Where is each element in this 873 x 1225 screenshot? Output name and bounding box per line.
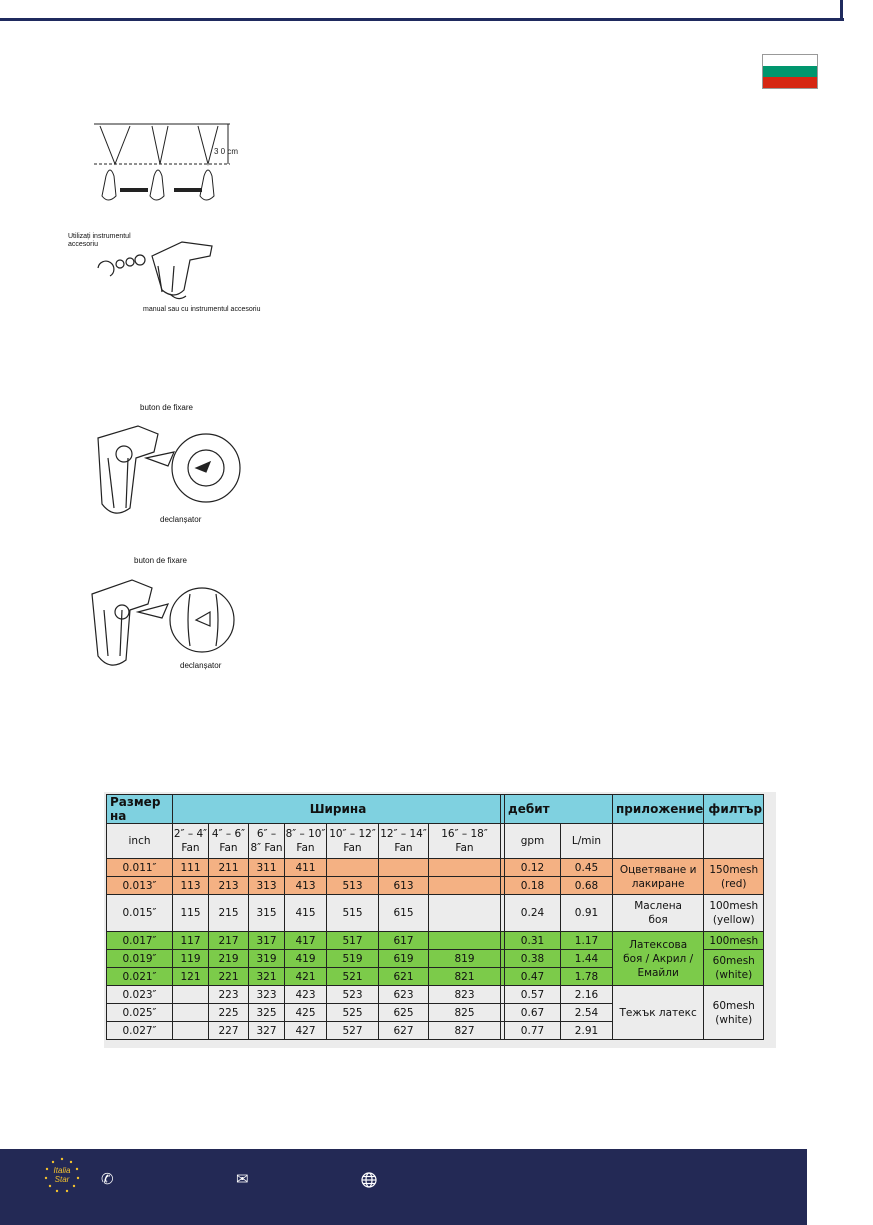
fan-12-14: 12″ – 14″ Fan — [379, 824, 429, 859]
fan-10-12: 10″ – 12″ Fan — [327, 824, 379, 859]
table-cell: 221 — [209, 968, 249, 986]
table-cell: 0.45 — [561, 859, 613, 877]
table-cell: 527 — [327, 1022, 379, 1040]
filter-cell: 150mesh (red) — [704, 859, 764, 895]
table-cell: 0.017″ — [107, 932, 173, 950]
table-cell: 215 — [209, 895, 249, 932]
table-cell: 425 — [285, 1004, 327, 1022]
lock-button-label-2: buton de fixare — [134, 556, 187, 565]
application-cell: Маслена боя — [613, 895, 704, 932]
table-cell: 0.011″ — [107, 859, 173, 877]
table-row — [107, 859, 764, 877]
filter-cell: 60mesh (white) — [704, 950, 764, 986]
top-rule-corner — [840, 0, 843, 20]
table-cell: 321 — [249, 968, 285, 986]
trigger-label-2: declanșator — [180, 661, 222, 670]
mail-icon[interactable]: ✉ — [236, 1171, 249, 1188]
trigger-lock-figure-2 — [84, 570, 244, 674]
table-cell: 615 — [379, 895, 429, 932]
table-cell: 1.78 — [561, 968, 613, 986]
table-cell: 115 — [173, 895, 209, 932]
table-cell — [173, 1004, 209, 1022]
table-cell: 421 — [285, 968, 327, 986]
fan-4-6: 4″ – 6″ Fan — [209, 824, 249, 859]
table-cell: 225 — [209, 1004, 249, 1022]
size-header: Размер на — [107, 795, 173, 824]
table-row — [107, 986, 764, 1004]
table-cell: 327 — [249, 1022, 285, 1040]
subheader-row — [107, 824, 764, 859]
width-header: Ширина — [173, 795, 501, 824]
distance-label: 3 0 cm — [214, 147, 239, 156]
application-cell: Оцветяване и лакиране — [613, 859, 704, 895]
table-cell: 119 — [173, 950, 209, 968]
trigger-lock-figure-1 — [88, 418, 248, 528]
gpm-label: gpm — [505, 824, 561, 859]
tip-chart — [104, 792, 776, 1048]
tip-table — [106, 794, 764, 1040]
table-cell: 0.015″ — [107, 895, 173, 932]
fan-2-4: 2″ – 4″ Fan — [173, 824, 209, 859]
table-cell: 617 — [379, 932, 429, 950]
top-rule — [0, 18, 844, 21]
table-cell: 213 — [209, 877, 249, 895]
table-cell: 1.44 — [561, 950, 613, 968]
filter-header: филтър — [704, 795, 764, 824]
table-cell: 623 — [379, 986, 429, 1004]
table-cell: 0.91 — [561, 895, 613, 932]
filter-cell: 60mesh (white) — [704, 986, 764, 1040]
table-cell: 525 — [327, 1004, 379, 1022]
manual-label: manual sau cu instrumentul accesoriu — [143, 306, 261, 313]
table-cell: 323 — [249, 986, 285, 1004]
fan-6-8: 6″ – 8″ Fan — [249, 824, 285, 859]
table-cell: 211 — [209, 859, 249, 877]
table-cell: 111 — [173, 859, 209, 877]
table-cell: 413 — [285, 877, 327, 895]
table-cell: 0.027″ — [107, 1022, 173, 1040]
svg-text:Star: Star — [54, 1175, 70, 1184]
table-cell: 2.54 — [561, 1004, 613, 1022]
table-cell: 515 — [327, 895, 379, 932]
table-cell: 0.12 — [505, 859, 561, 877]
table-cell: 0.18 — [505, 877, 561, 895]
table-cell: 417 — [285, 932, 327, 950]
table-cell — [429, 859, 501, 877]
table-cell: 223 — [209, 986, 249, 1004]
table-cell: 0.025″ — [107, 1004, 173, 1022]
table-cell: 0.013″ — [107, 877, 173, 895]
table-cell: 825 — [429, 1004, 501, 1022]
table-cell: 523 — [327, 986, 379, 1004]
table-cell: 427 — [285, 1022, 327, 1040]
table-cell: 0.67 — [505, 1004, 561, 1022]
table-cell — [173, 986, 209, 1004]
table-cell: 819 — [429, 950, 501, 968]
table-cell: 621 — [379, 968, 429, 986]
table-cell: 627 — [379, 1022, 429, 1040]
table-cell: 121 — [173, 968, 209, 986]
spray-distance-figure — [90, 118, 265, 218]
table-cell: 2.91 — [561, 1022, 613, 1040]
fan-16-18: 16″ – 18″ Fan — [429, 824, 501, 859]
table-cell: 0.57 — [505, 986, 561, 1004]
table-cell: 325 — [249, 1004, 285, 1022]
table-cell: 423 — [285, 986, 327, 1004]
trigger-label-1: declanșator — [160, 515, 202, 524]
table-cell: 625 — [379, 1004, 429, 1022]
table-cell: 613 — [379, 877, 429, 895]
nozzle-tool-figure — [92, 226, 262, 304]
table-cell: 1.17 — [561, 932, 613, 950]
table-cell — [704, 824, 764, 859]
application-header: приложение — [613, 795, 704, 824]
table-cell: 821 — [429, 968, 501, 986]
table-cell: 0.019″ — [107, 950, 173, 968]
table-cell — [429, 932, 501, 950]
table-cell: 411 — [285, 859, 327, 877]
globe-icon[interactable] — [361, 1172, 377, 1188]
accessory-tool-label: Utilizați instrumentul accesoriu — [68, 233, 131, 248]
table-cell — [173, 1022, 209, 1040]
table-cell: 217 — [209, 932, 249, 950]
table-cell: 311 — [249, 859, 285, 877]
table-cell — [429, 877, 501, 895]
table-cell: 619 — [379, 950, 429, 968]
bulgarian-flag — [762, 54, 818, 89]
table-cell: 319 — [249, 950, 285, 968]
table-cell: 521 — [327, 968, 379, 986]
table-cell: 519 — [327, 950, 379, 968]
table-row — [107, 895, 764, 932]
flow-header: дебит — [505, 795, 613, 824]
table-cell — [379, 859, 429, 877]
svg-text:Italia: Italia — [53, 1166, 71, 1175]
lock-button-label-1: buton de fixare — [140, 403, 193, 412]
table-cell: 823 — [429, 986, 501, 1004]
lmin-label: L/min — [561, 824, 613, 859]
table-cell: 419 — [285, 950, 327, 968]
table-cell: 0.021″ — [107, 968, 173, 986]
italia-star-logo — [42, 1156, 82, 1194]
table-cell: 2.16 — [561, 986, 613, 1004]
table-cell: 0.31 — [505, 932, 561, 950]
table-cell: 513 — [327, 877, 379, 895]
table-cell: 117 — [173, 932, 209, 950]
table-cell: 0.38 — [505, 950, 561, 968]
table-cell: 317 — [249, 932, 285, 950]
table-cell: 219 — [209, 950, 249, 968]
table-cell — [613, 824, 704, 859]
table-cell: 0.24 — [505, 895, 561, 932]
table-cell: 0.023″ — [107, 986, 173, 1004]
phone-icon[interactable]: ✆ — [101, 1171, 114, 1188]
table-cell: 313 — [249, 877, 285, 895]
application-cell: Латексова боя / Акрил / Емайли — [613, 932, 704, 986]
table-cell — [327, 859, 379, 877]
application-cell: Тежък латекс — [613, 986, 704, 1040]
table-cell: 0.77 — [505, 1022, 561, 1040]
table-cell: 517 — [327, 932, 379, 950]
table-cell: 827 — [429, 1022, 501, 1040]
table-cell: 415 — [285, 895, 327, 932]
footer-bar — [0, 1149, 807, 1225]
table-row — [107, 932, 764, 950]
table-cell: 0.47 — [505, 968, 561, 986]
filter-cell: 100mesh (yellow) — [704, 895, 764, 932]
table-cell: 0.68 — [561, 877, 613, 895]
table-cell: 113 — [173, 877, 209, 895]
inch-label: inch — [107, 824, 173, 859]
table-cell — [429, 895, 501, 932]
filter-cell: 100mesh — [704, 932, 764, 950]
fan-8-10: 8″ – 10″ Fan — [285, 824, 327, 859]
table-cell: 227 — [209, 1022, 249, 1040]
table-cell: 315 — [249, 895, 285, 932]
header-row — [107, 795, 764, 824]
